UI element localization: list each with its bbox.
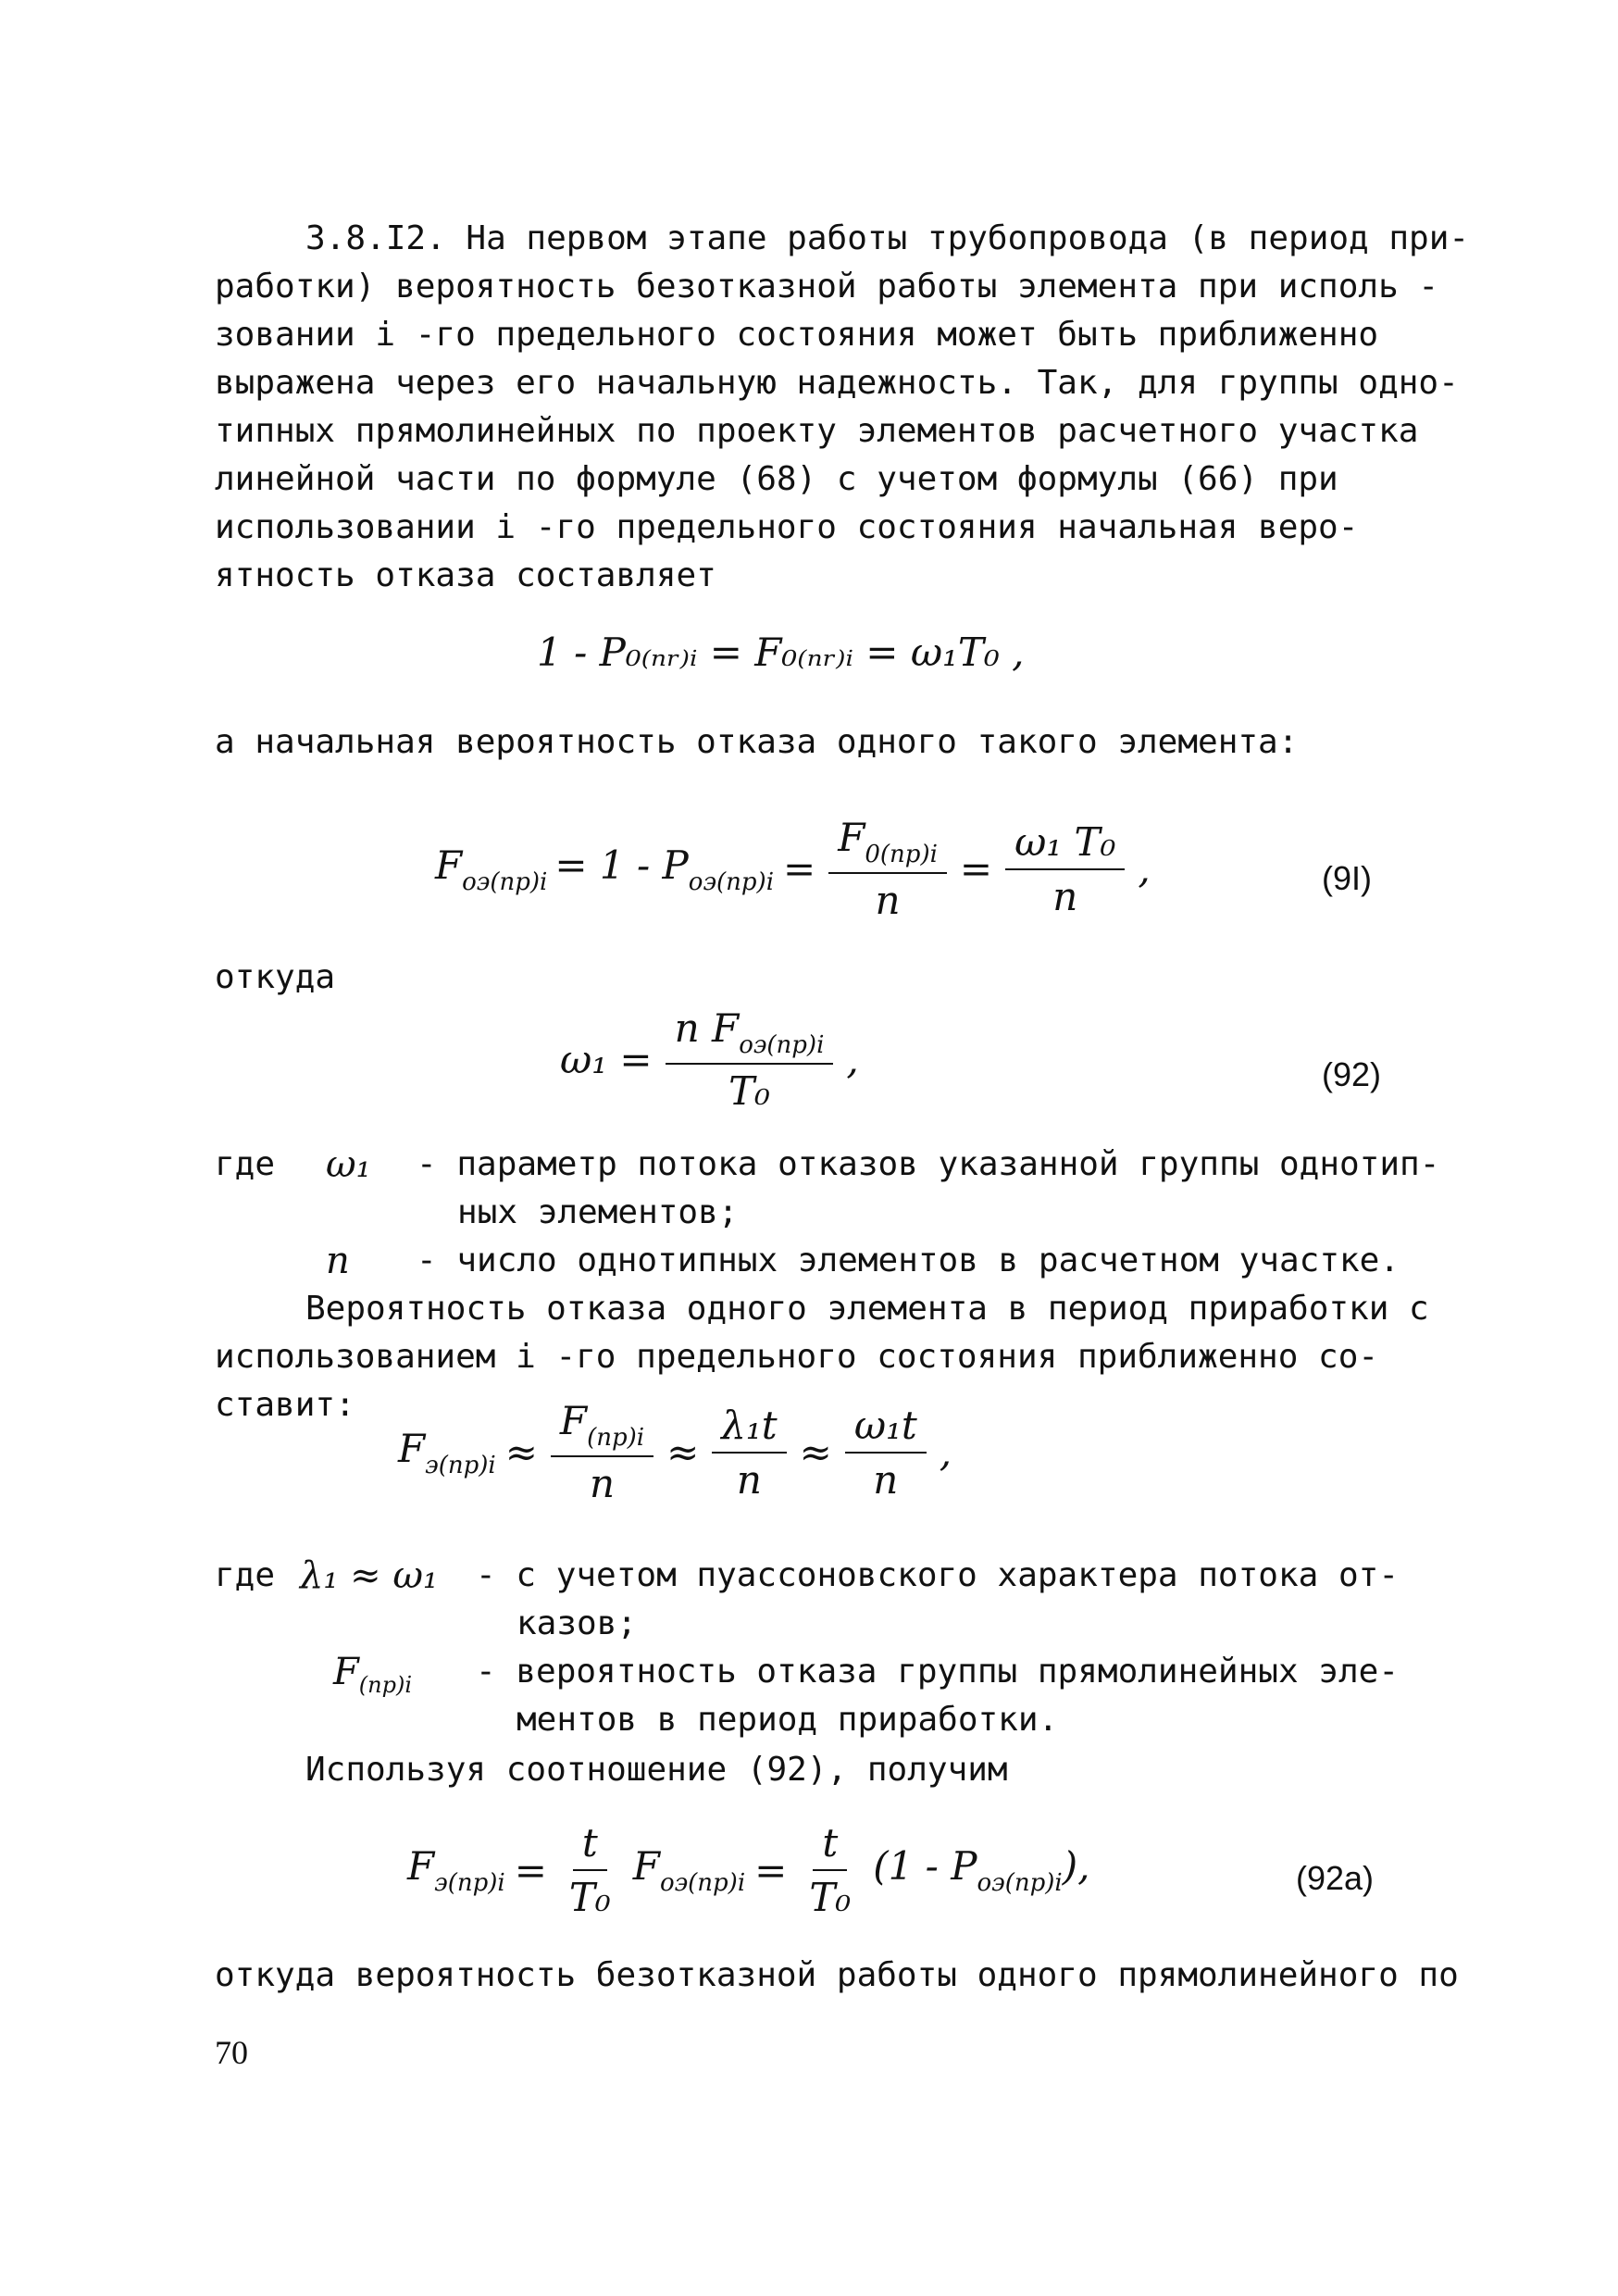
formula-element-failure: $F_{э(пр)i}$ ≈ $\frac{F_{(пр)i}}{n}$ ≈ $\frac{\text{λ₁t}}{n}$ ≈ $\frac{\text{ω₁t}}{n}$ ,	[398, 1398, 952, 1506]
fraction: $\frac{\text{ω₁ T₀}}{n}$	[1005, 819, 1125, 919]
text-line: зовании i -го предельного состояния может быть приближенно	[215, 316, 1379, 354]
fraction: $\frac{t}{\text{T₀}}$	[809, 1820, 852, 1920]
definitions-list	[215, 1552, 1418, 1744]
fraction: $\frac{\text{λ₁t}}{n}$	[712, 1403, 786, 1503]
fraction: $\frac{t}{\text{T₀}}$	[568, 1820, 611, 1920]
equation-number: (92)	[1322, 1055, 1382, 1093]
intro-paragraph	[215, 215, 1470, 600]
formula-text: 1 - P₀₍ₙᵣ₎ᵢ = F₀₍ₙᵣ₎ᵢ = ω₁T₀ ,	[537, 630, 1025, 675]
definition-row: казов;	[517, 1604, 638, 1642]
equation-number: (9I)	[1322, 859, 1372, 897]
text-line: 3.8.I2. На первом этапе работы трубопровода (в период при-	[305, 219, 1470, 257]
text-line: а начальная вероятность отказа одного такого элемента:	[215, 723, 1299, 761]
text-line: ставит:	[215, 1386, 355, 1424]
text-line: ятность отказа составляет	[215, 556, 716, 594]
equation-number: (92а)	[1296, 1859, 1375, 1897]
definition-row: где ω₁ - параметр потока отказов указанной группы однотип-	[215, 1143, 1440, 1186]
text-line: линейной части по формуле (68) с учетом формулы (66) при	[215, 460, 1338, 498]
text-line: откуда	[215, 958, 336, 996]
fraction: $\frac{\text{ω₁t}}{n}$	[845, 1403, 927, 1503]
text-line: использованием i -го предельного состояния приближенно со-	[215, 1338, 1379, 1376]
text-line: Используя соотношение (92), получим	[305, 1751, 1008, 1789]
definitions-list	[215, 1141, 1440, 1285]
equation-92a: $F_{э(пр)i}$ = $\frac{t}{\text{T₀}}$ $F_{оэ(пр)i}$ = $\frac{t}{\text{T₀}}$ $(1 - P_{оэ(пр)i})$,	[407, 1820, 1090, 1920]
definition-row: ментов в период приработки.	[517, 1701, 1059, 1739]
definition-row: где λ₁ ≈ ω₁ - с учетом пуассоновского характера потока от-	[215, 1554, 1399, 1597]
fraction: $\frac{n F_{оэ(пр)i}}{\text{T₀}}$	[666, 1005, 834, 1114]
eq-mid: = $1 - P_{оэ(пр)i}$	[554, 842, 775, 896]
text-line: работки) вероятность безотказной работы элемента при исполь -	[215, 268, 1439, 306]
text-line: типных прямолинейных по проекту элементов расчетного участка	[215, 412, 1419, 450]
formula-initial-failure	[537, 630, 1024, 675]
text-line: откуда вероятность безотказной работы одного прямолинейного по	[215, 1956, 1459, 1994]
page-number: 70	[215, 2034, 248, 2071]
equation-91: $F_{оэ(пр)i}$ = $1 - P_{оэ(пр)i}$ = $\frac{F_{0(пр)i}}{n}$ = $\frac{\text{ω₁ T₀}}{n}$ ,	[435, 815, 1151, 923]
fraction: $\frac{F_{0(пр)i}}{n}$	[828, 815, 947, 923]
equation-92: ω₁ = $\frac{n F_{оэ(пр)i}}{\text{T₀}}$ ,	[560, 1005, 859, 1114]
definition-row: ных элементов;	[457, 1193, 739, 1231]
definition-row: n - число однотипных элементов в расчетном участке.	[326, 1240, 1400, 1282]
text-line: выражена через его начальную надежность. Так, для группы одно-	[215, 364, 1459, 402]
definition-row: $F_{(пр)i}$ - вероятность отказа группы прямолинейных эле-	[333, 1651, 1399, 1698]
eq-lhs: $F_{оэ(пр)i}$	[435, 842, 548, 896]
fraction: $\frac{F_{(пр)i}}{n}$	[551, 1398, 653, 1506]
text-line: использовании i -го предельного состояния начальная веро-	[215, 508, 1359, 546]
text-line: Вероятность отказа одного элемента в период приработки с	[305, 1290, 1429, 1328]
